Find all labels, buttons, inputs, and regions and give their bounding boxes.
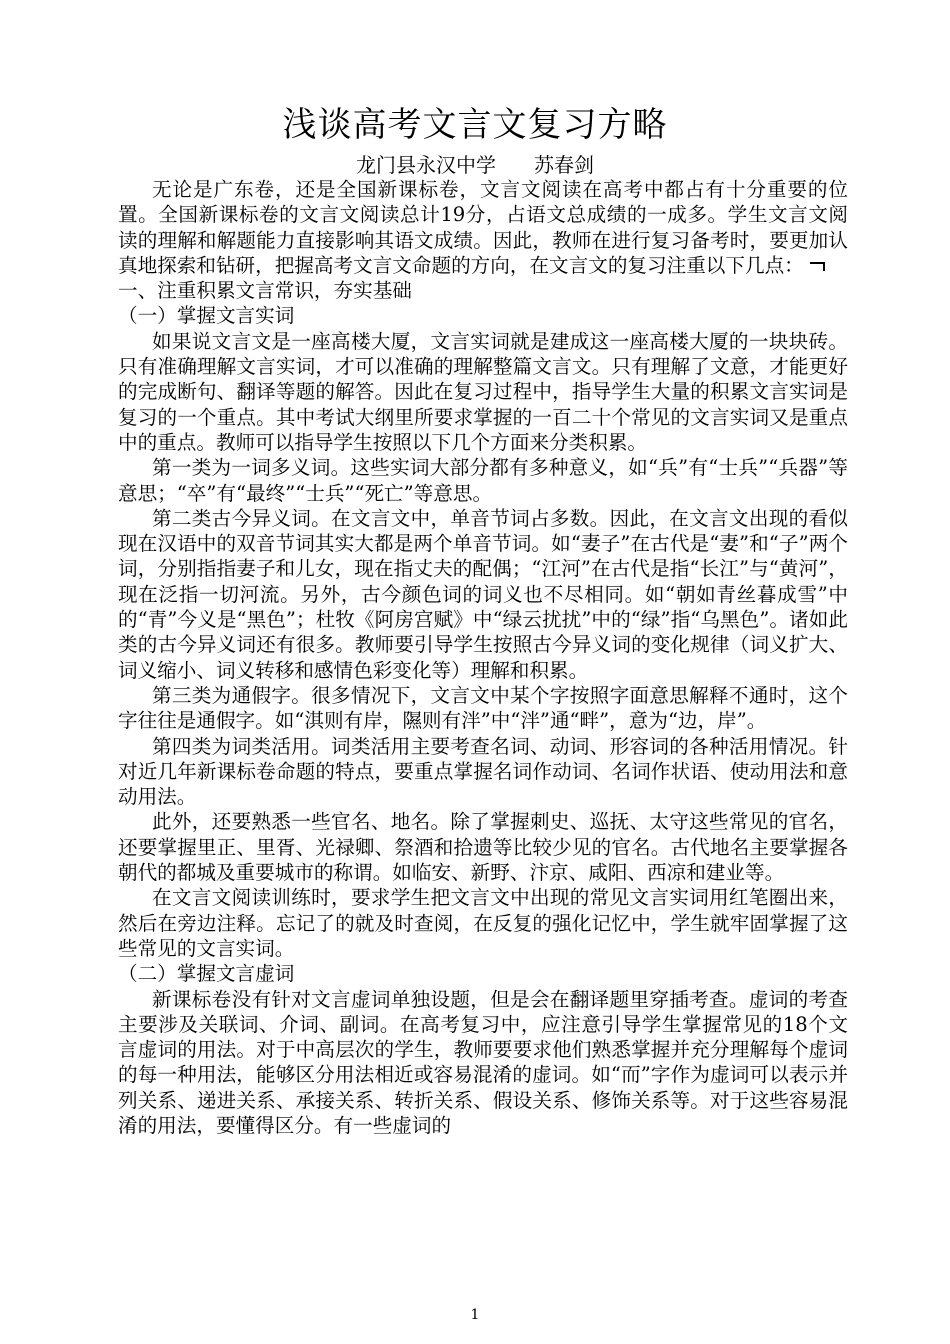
- paragraph-text: 无论是广东卷，还是全国新课标卷，文言文阅读在高考中都占有十分重要的位置。全国新课标卷的文言文阅读总计19分，占语文总成绩的一成多。学生文言文阅读的理解和解题能力直接影响其语文成绩。因此，教师在进行复习备考时，要更加认真地探索和钻研，把握高考文言文命题的方向，在文言文的复习注重以下几点：: [118, 178, 848, 277]
- author-name: 苏春剑: [534, 153, 594, 177]
- paragraph: 第二类古今异义词。在文言文中，单音节词占多数。因此，在文言文出现的看似现在汉语中的双音节词其实大都是两个单音节词。如“妻子”在古代是“妻”和“子”两个词，分别指指妻子和儿女，现在指丈夫的配偶；“江河”在古代是指“长江”与“黄河”，现在泛指一切河流。另外，古今颜色词的词义也不尽相同。如“朝如青丝暮成雪”中的“青”今义是“黑色”；杜牧《阿房宫赋》中“绿云扰扰”中的“绿”指“乌黑色”。诸如此类的古今异义词还有很多。教师要引导学生按照古今异义词的变化规律（词义扩大、词义缩小、词义转移和感情色彩变化等）理解和积累。: [118, 506, 848, 682]
- author-line: [0, 152, 950, 178]
- school-name: 龙门县永汉中学: [356, 153, 496, 177]
- page-number: 1: [470, 1307, 480, 1323]
- paragraph: 第四类为词类活用。词类活用主要考查名词、动词、形容词的各种活用情况。针对近几年新课标卷命题的特点，要重点掌握名词作动词、名词作状语、使动用法和意动用法。: [118, 734, 848, 809]
- section-heading-1: 一、注重积累文言常识，夯实基础: [118, 279, 412, 303]
- paragraph: 在文言文阅读训练时，要求学生把文言文中出现的常见文言实词用红笔圈出来，然后在旁边注释。忘记了的就及时查阅，在反复的强化记忆中，学生就牢固掌握了这些常见的文言实词。: [118, 886, 848, 960]
- paragraph: 如果说文言文是一座高楼大厦，文言实词就是建成这一座高楼大厦的一块块砖。只有准确理解文言实词，才可以准确的理解整篇文言文。只有理解了文意，才能更好的完成断句、翻译等题的解答。因此在复习过程中，指导学生大量的积累文言实词是复习的一个重点。其中考试大纲里所要求掌握的一百二十个常见的文言实词又是重点中的重点。教师可以指导学生按照以下几个方面来分类积累。: [118, 329, 848, 454]
- text-cursor-mark: [810, 262, 825, 271]
- subsection-heading-2: （二）掌握文言虚词: [118, 962, 295, 986]
- subsection-heading-1: （一）掌握文言实词: [118, 304, 295, 328]
- paragraph: 新课标卷没有针对文言虚词单独设题，但是会在翻译题里穿插考查。虚词的考查主要涉及关联词、介词、副词。在高考复习中，应注意引导学生掌握常见的18个文言虚词的用法。对于中高层次的学生，教师要要求他们熟悉掌握并充分理解每个虚词的每一种用法，能够区分用法相近或容易混淆的虚词。如“而”字作为虚词可以表示并列关系、递进关系、承接关系、转折关系、假设关系、修饰关系等。对于这些容易混淆的用法，要懂得区分。有一些虚词的: [118, 987, 848, 1137]
- paragraph: 此外，还要熟悉一些官名、地名。除了掌握刺史、巡抚、太守这些常见的官名，还要掌握里正、里胥、光禄卿、祭酒和拾遗等比较少见的官名。古代地名主要掌握各朝代的都城及重要城市的称谓。如临安、新野、汴京、咸阳、西凉和建业等。: [118, 810, 848, 885]
- paragraph-intro: [118, 177, 848, 278]
- document-body: [118, 177, 848, 1138]
- paragraph: 第三类为通假字。很多情况下，文言文中某个字按照字面意思解释不通时，这个字往往是通假字。如“淇则有岸，隰则有泮”中“泮”通“畔”，意为“边，岸”。: [118, 683, 848, 733]
- document-title: 浅谈高考文言文复习方略: [282, 105, 668, 145]
- paragraph: 第一类为一词多义词。这些实词大部分都有多种意义，如“兵”有“士兵”“兵器”等意思；“卒”有“最终”“士兵”“死亡”等意思。: [118, 456, 848, 505]
